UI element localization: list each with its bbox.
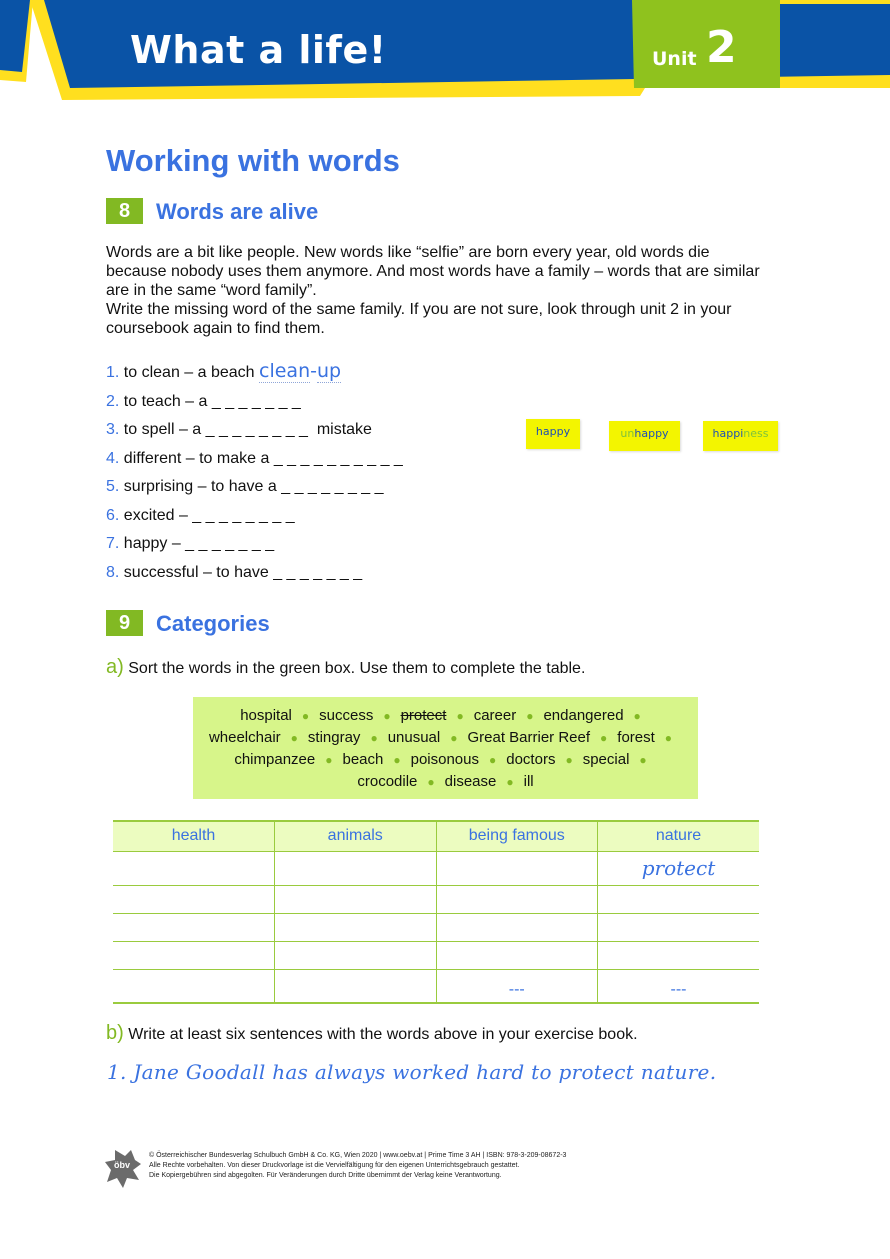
word-family-tag[interactable]: happy [526, 419, 580, 449]
item-number: 3. [106, 421, 120, 438]
instruction-text: Sort the words in the green box. Use them to complete the table. [128, 660, 586, 677]
table-cell[interactable] [598, 885, 760, 913]
item-text: surprising – to have a _ _ _ _ _ _ _ _ [123, 478, 384, 495]
word: ill [523, 773, 534, 790]
intro-line: because nobody uses them anymore. And most words have a family – words that are similar [106, 263, 760, 280]
item-text: happy – _ _ _ _ _ _ _ [123, 535, 275, 552]
item-text: excited – _ _ _ _ _ _ _ _ [123, 507, 295, 524]
copyright-line: © Österreichischer Bundesverlag Schulbuch GmbH & Co. KG, Wien 2020 | www.oebv.at | Prime Time 3 AH | ISBN: 978-3-209-08672-3 [149, 1152, 567, 1159]
table-cell[interactable]: --- [436, 969, 598, 1003]
word: hospital [240, 707, 292, 724]
list-item [106, 478, 384, 496]
table-cell[interactable] [275, 913, 437, 941]
handwritten-answer: clean-up [259, 360, 342, 382]
word-row: wheelchair ● stingray ● unusual ● Great Barrier Reef ● forest ● [208, 729, 673, 746]
table-row [113, 913, 759, 941]
copyright-line: Die Kopiergebühren sind abgegolten. Für Veränderungen durch Dritte übernimmt der Verlag keine Verantwortung. [149, 1172, 502, 1179]
unit-label: Unit [652, 48, 697, 70]
word: beach [342, 751, 384, 768]
table-cell[interactable] [113, 941, 275, 969]
item-text: to clean – a beach [123, 364, 260, 381]
table-cell[interactable]: --- [598, 969, 760, 1003]
item-number: 4. [106, 450, 120, 467]
word: crocodile [357, 773, 418, 790]
item-text: to spell – a _ _ _ _ _ _ _ _ mistake [123, 421, 372, 438]
word: doctors [506, 751, 556, 768]
exercise-8-title: Words are alive [156, 199, 319, 224]
handwritten-example-sentence: 1. Jane Goodall has always worked hard to protect nature. [107, 1060, 717, 1084]
exercise-9a-instruction [106, 656, 585, 679]
column-header-animals: animals [275, 821, 437, 851]
word: stingray [307, 729, 361, 746]
exercise-8-number: 8 [106, 198, 143, 224]
word: success [319, 707, 374, 724]
category-table [113, 820, 759, 1004]
table-cell[interactable] [436, 851, 598, 885]
table-cell[interactable] [275, 969, 437, 1003]
table-header-row [113, 821, 759, 851]
list-item [106, 507, 295, 525]
list-item [106, 393, 301, 411]
item-number: 6. [106, 507, 120, 524]
table-cell[interactable] [113, 969, 275, 1003]
word: Great Barrier Reef [467, 729, 591, 746]
section-title: Working with words [106, 143, 400, 178]
copyright-text [149, 1151, 566, 1181]
word-family-tag[interactable]: happiness [703, 421, 778, 451]
list-item [106, 535, 274, 553]
column-header-nature: nature [598, 821, 760, 851]
intro-line: are in the same “word family”. [106, 282, 317, 299]
list-item [106, 421, 372, 439]
item-number: 8. [106, 564, 120, 581]
exercise-9-number: 9 [106, 610, 143, 636]
table-cell[interactable] [113, 913, 275, 941]
item-number: 1. [106, 364, 120, 381]
table-cell[interactable] [275, 885, 437, 913]
word-box [193, 697, 698, 799]
word: endangered [543, 707, 624, 724]
table-row [113, 941, 759, 969]
table-cell[interactable] [113, 851, 275, 885]
word: unusual [387, 729, 441, 746]
item-text: to teach – a _ _ _ _ _ _ _ [123, 393, 301, 410]
word: disease [444, 773, 497, 790]
word-struck: protect [400, 707, 447, 724]
table-cell[interactable] [275, 941, 437, 969]
table-cell[interactable] [598, 913, 760, 941]
table-row [113, 969, 759, 1003]
word-row: hospital ● success ● protect ● career ● endangered ● [240, 707, 641, 724]
header-banner [0, 0, 890, 110]
instruction-text: Write at least six sentences with the words above in your exercise book. [128, 1026, 638, 1043]
table-cell[interactable] [275, 851, 437, 885]
bullet-dot: ● [301, 709, 310, 723]
table-cell[interactable] [598, 941, 760, 969]
exercise-9b-instruction [106, 1022, 638, 1045]
intro-line: Words are a bit like people. New words like “selfie” are born every year, old words die [106, 244, 710, 261]
unit-number: 2 [706, 22, 737, 73]
sub-letter-a: a) [106, 656, 124, 678]
word: wheelchair [208, 729, 281, 746]
copyright-line: Alle Rechte vorbehalten. Von dieser Druckvorlage ist die Vervielfältigung für den eigenen Unterrichtsgebrauch gestattet. [149, 1162, 520, 1169]
table-cell-handwritten[interactable]: protect [598, 851, 760, 885]
sub-letter-b: b) [106, 1022, 124, 1044]
word: chimpanzee [234, 751, 316, 768]
word: forest [617, 729, 655, 746]
item-number: 5. [106, 478, 120, 495]
item-text: successful – to have _ _ _ _ _ _ _ [123, 564, 363, 581]
intro-line: coursebook again to find them. [106, 320, 325, 337]
table-cell[interactable] [436, 941, 598, 969]
word-row: crocodile ● disease ● ill [357, 773, 534, 790]
publisher-logo-text: öbv [114, 1160, 131, 1170]
intro-line: Write the missing word of the same family. If you are not sure, look through unit 2 in your [106, 301, 732, 318]
list-item [106, 360, 341, 382]
item-number: 2. [106, 393, 120, 410]
word-family-tag[interactable]: unhappy [609, 421, 680, 451]
word-row: chimpanzee ● beach ● poisonous ● doctors ● special ● [234, 751, 647, 768]
column-header-health: health [113, 821, 275, 851]
item-text: different – to make a _ _ _ _ _ _ _ _ _ _ [123, 450, 403, 467]
item-number: 7. [106, 535, 120, 552]
unit-title: What a life! [130, 28, 387, 72]
word: career [473, 707, 517, 724]
list-item [106, 450, 403, 468]
exercise-9-title: Categories [156, 611, 270, 636]
word: special [582, 751, 630, 768]
exercise-8-intro [106, 243, 806, 338]
column-header-being-famous: being famous [436, 821, 598, 851]
table-row [113, 851, 759, 885]
table-cell[interactable] [113, 885, 275, 913]
table-cell[interactable] [436, 885, 598, 913]
table-row [113, 885, 759, 913]
table-cell[interactable] [436, 913, 598, 941]
word: poisonous [410, 751, 479, 768]
list-item [106, 564, 362, 582]
